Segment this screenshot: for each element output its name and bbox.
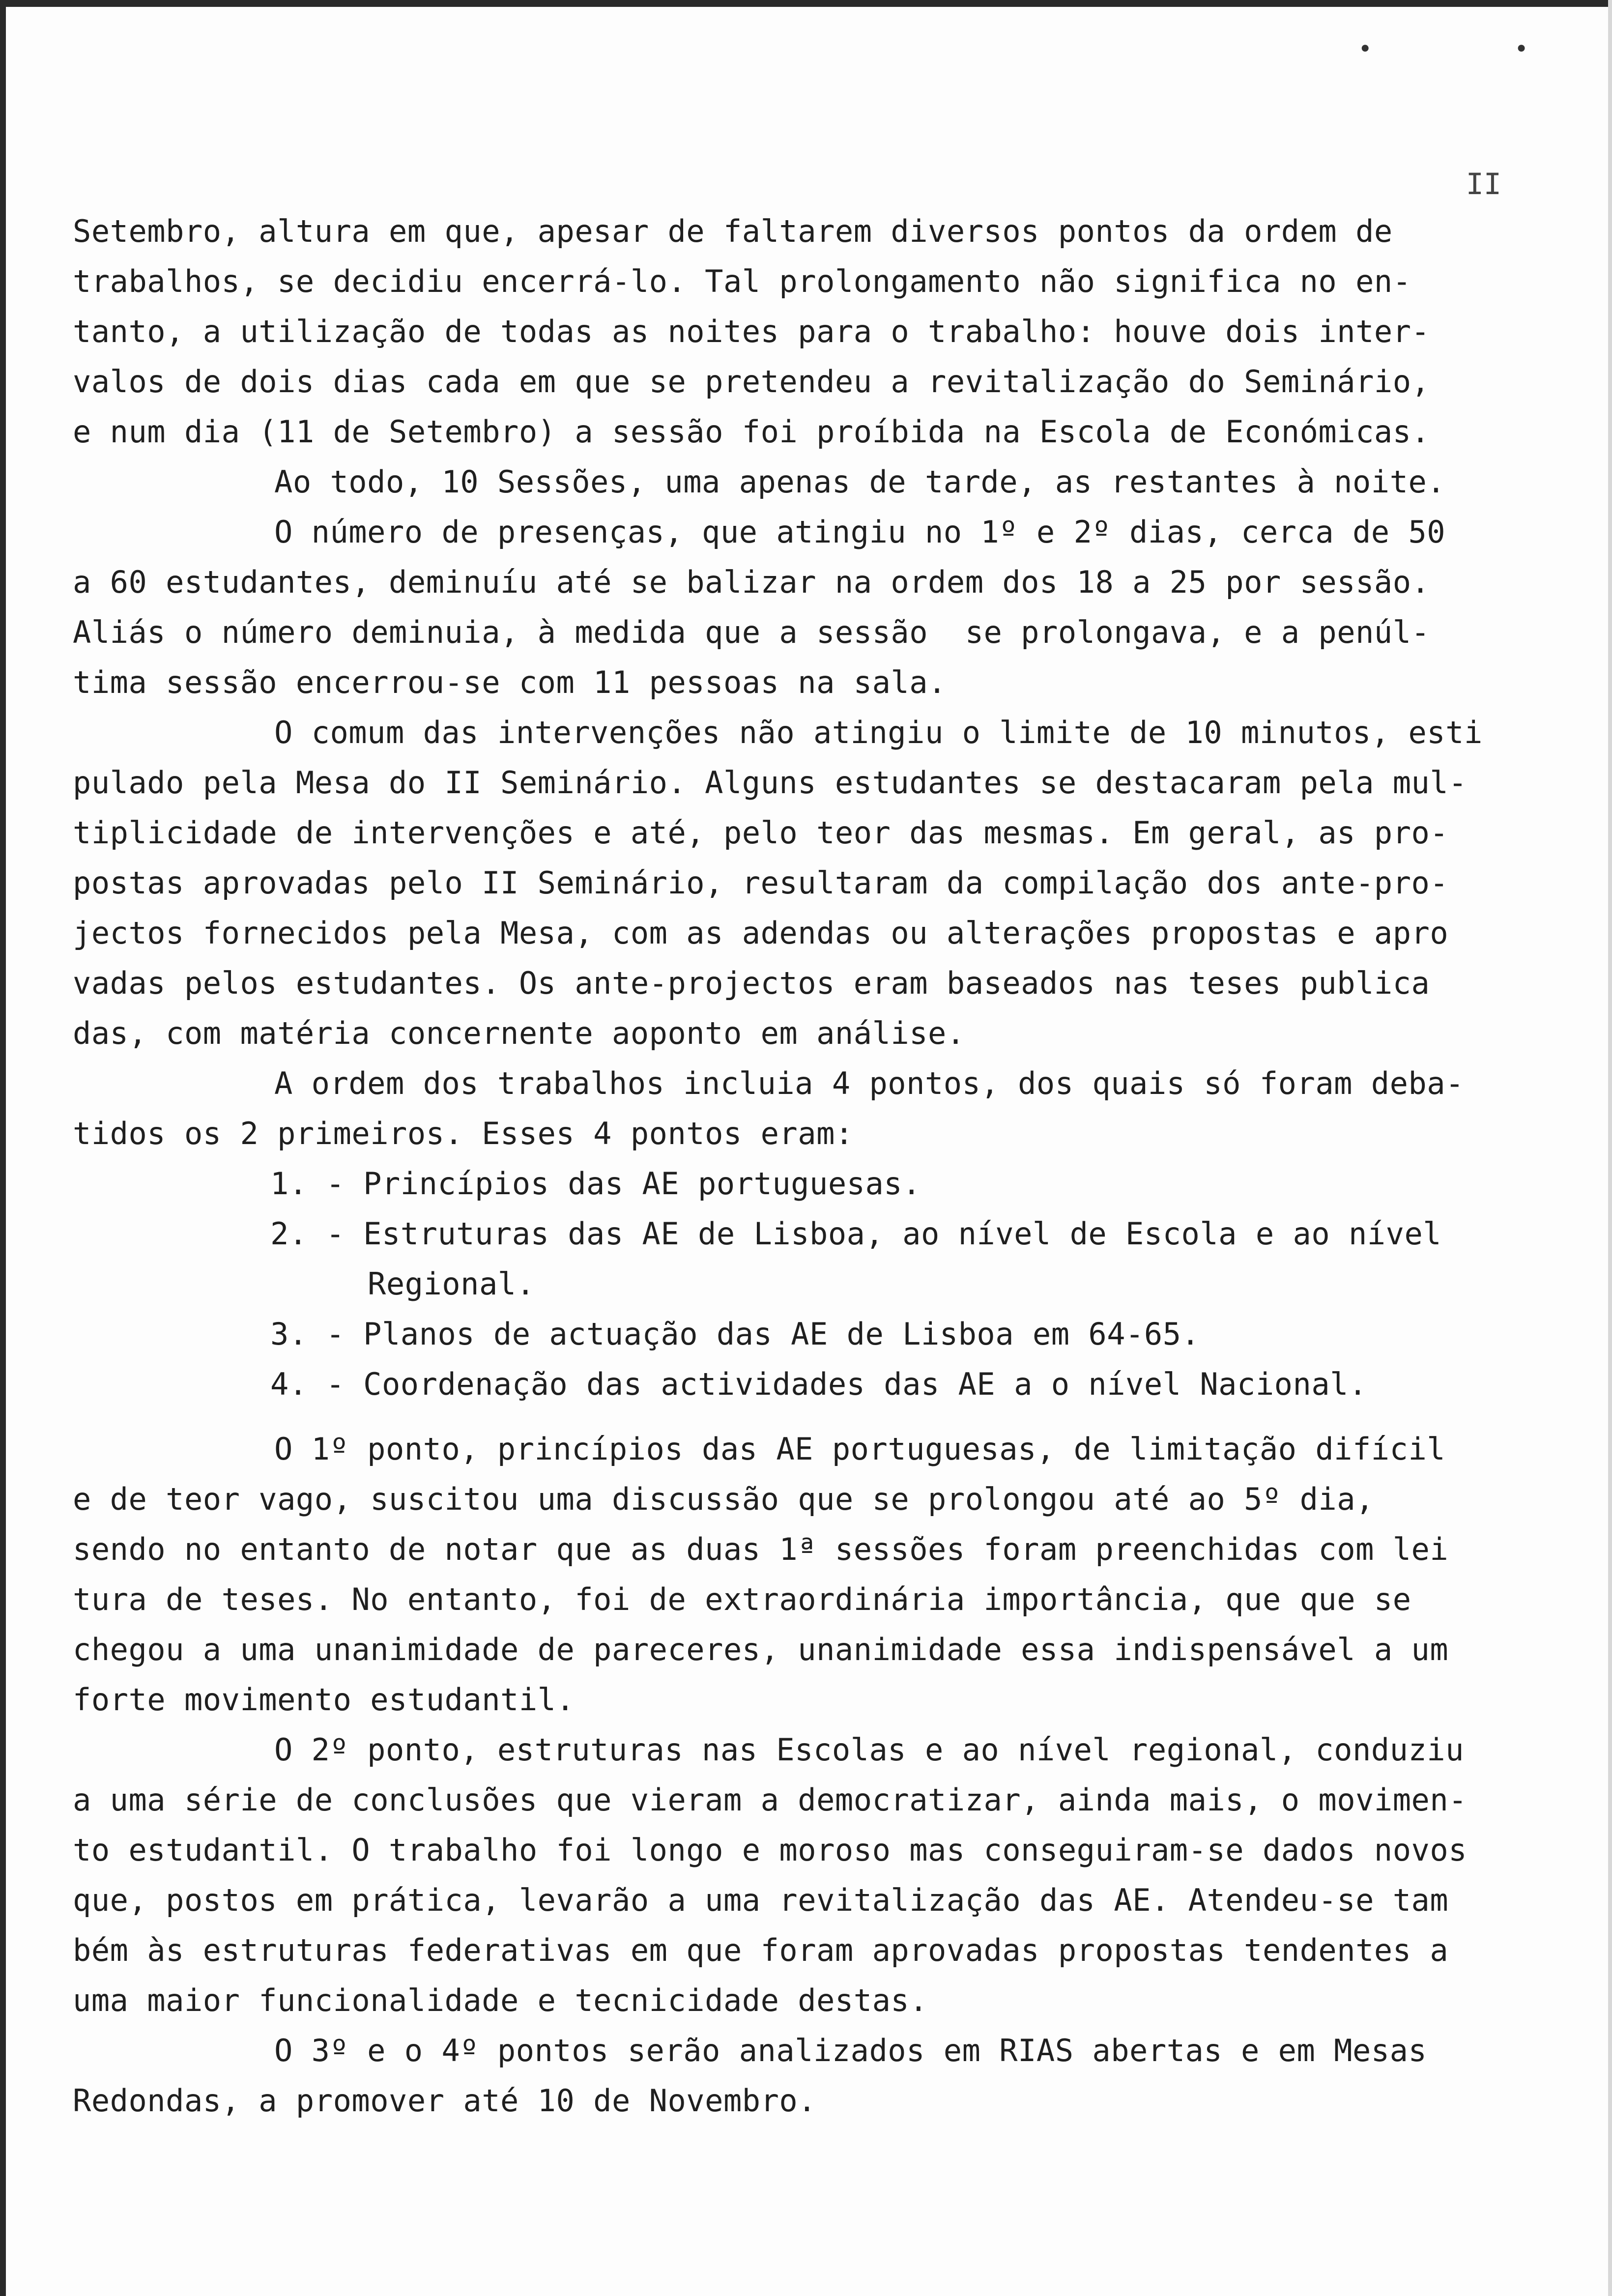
corner-marks: • •	[1358, 35, 1592, 63]
text-line: chegou a uma unanimidade de pareceres, unanimidade essa indispensável a um	[73, 1632, 1449, 1667]
paragraph-gap	[73, 1409, 1557, 1424]
text-line: tanto, a utilização de todas as noites para o trabalho: houve dois inter-	[73, 314, 1430, 349]
list-item-continuation: Regional.	[368, 1266, 535, 1302]
text-line: A ordem dos trabalhos incluia 4 pontos, dos quais só foram deba-	[274, 1065, 1464, 1101]
scan-edge-left	[0, 0, 6, 2296]
text-line: tidos os 2 primeiros. Esses 4 pontos eram:	[73, 1116, 854, 1151]
text-line: valos de dois dias cada em que se pretendeu a revitalização do Seminário,	[73, 364, 1430, 400]
text-line: O 2º ponto, estruturas nas Escolas e ao nível regional, conduziu	[274, 1732, 1464, 1768]
text-line: das, com matéria concernente aoponto em análise.	[73, 1015, 965, 1051]
text-line: O número de presenças, que atingiu no 1º e 2º dias, cerca de 50	[274, 514, 1446, 550]
text-line: O comum das intervenções não atingiu o limite de 10 minutos, esti	[274, 715, 1483, 750]
list-item: 4. - Coordenação das actividades das AE a o nível Nacional.	[270, 1366, 1367, 1402]
text-line: tima sessão encerrou-se com 11 pessoas na sala.	[73, 664, 947, 700]
text-line: O 3º e o 4º pontos serão analizados em RIAS abertas e em Mesas	[274, 2033, 1427, 2068]
text-line: a uma série de conclusões que vieram a democratizar, ainda mais, o movimen-	[73, 1782, 1468, 1818]
text-line: trabalhos, se decidiu encerrá-lo. Tal prolongamento não significa no en-	[73, 263, 1411, 299]
list-item: 3. - Planos de actuação das AE de Lisboa em 64-65.	[270, 1316, 1200, 1352]
page-number: II	[1466, 167, 1501, 201]
text-line: O 1º ponto, princípios das AE portuguesas, de limitação difícil	[274, 1431, 1446, 1467]
text-line: tura de teses. No entanto, foi de extraordinária importância, que que se	[73, 1581, 1411, 1617]
text-line: to estudantil. O trabalho foi longo e moroso mas conseguiram-se dados novos	[73, 1832, 1468, 1868]
list-item: 1. - Princípios das AE portuguesas.	[270, 1166, 921, 1202]
text-line: Setembro, altura em que, apesar de faltarem diversos pontos da ordem de	[73, 213, 1393, 249]
scan-edge-right	[1608, 0, 1612, 2296]
body-text	[73, 206, 1557, 2126]
text-line: vadas pelos estudantes. Os ante-projectos eram baseados nas teses publica	[73, 965, 1430, 1001]
list-item: 2. - Estruturas das AE de Lisboa, ao nível de Escola e ao nível	[270, 1216, 1442, 1252]
text-line: postas aprovadas pelo II Seminário, resultaram da compilação dos ante-pro-	[73, 865, 1449, 901]
text-line: que, postos em prática, levarão a uma revitalização das AE. Atendeu-se tam	[73, 1882, 1449, 1918]
text-line: forte movimento estudantil.	[73, 1682, 575, 1718]
text-line: e num dia (11 de Setembro) a sessão foi proíbida na Escola de Económicas.	[73, 414, 1430, 450]
text-line: uma maior funcionalidade e tecnicidade destas.	[73, 1982, 928, 2018]
text-line: a 60 estudantes, deminuíu até se balizar na ordem dos 18 a 25 por sessão.	[73, 564, 1430, 600]
text-line: e de teor vago, suscitou uma discussão que se prolongou até ao 5º dia,	[73, 1481, 1374, 1517]
text-line: Aliás o número deminuia, à medida que a sessão se prolongava, e a penúl-	[73, 614, 1430, 650]
text-line: Ao todo, 10 Sessões, uma apenas de tarde, as restantes à noite.	[274, 464, 1446, 500]
text-line: tiplicidade de intervenções e até, pelo teor das mesmas. Em geral, as pro-	[73, 815, 1449, 851]
text-line: jectos fornecidos pela Mesa, com as adendas ou alterações propostas e apro	[73, 915, 1449, 951]
text-line: pulado pela Mesa do II Seminário. Alguns estudantes se destacaram pela mul-	[73, 765, 1468, 801]
text-line: sendo no entanto de notar que as duas 1ª sessões foram preenchidas com lei	[73, 1531, 1449, 1567]
text-line: bém às estruturas federativas em que foram aprovadas propostas tendentes a	[73, 1932, 1449, 1968]
scan-edge-top	[0, 0, 1612, 7]
text-line: Redondas, a promover até 10 de Novembro.	[73, 2083, 817, 2119]
